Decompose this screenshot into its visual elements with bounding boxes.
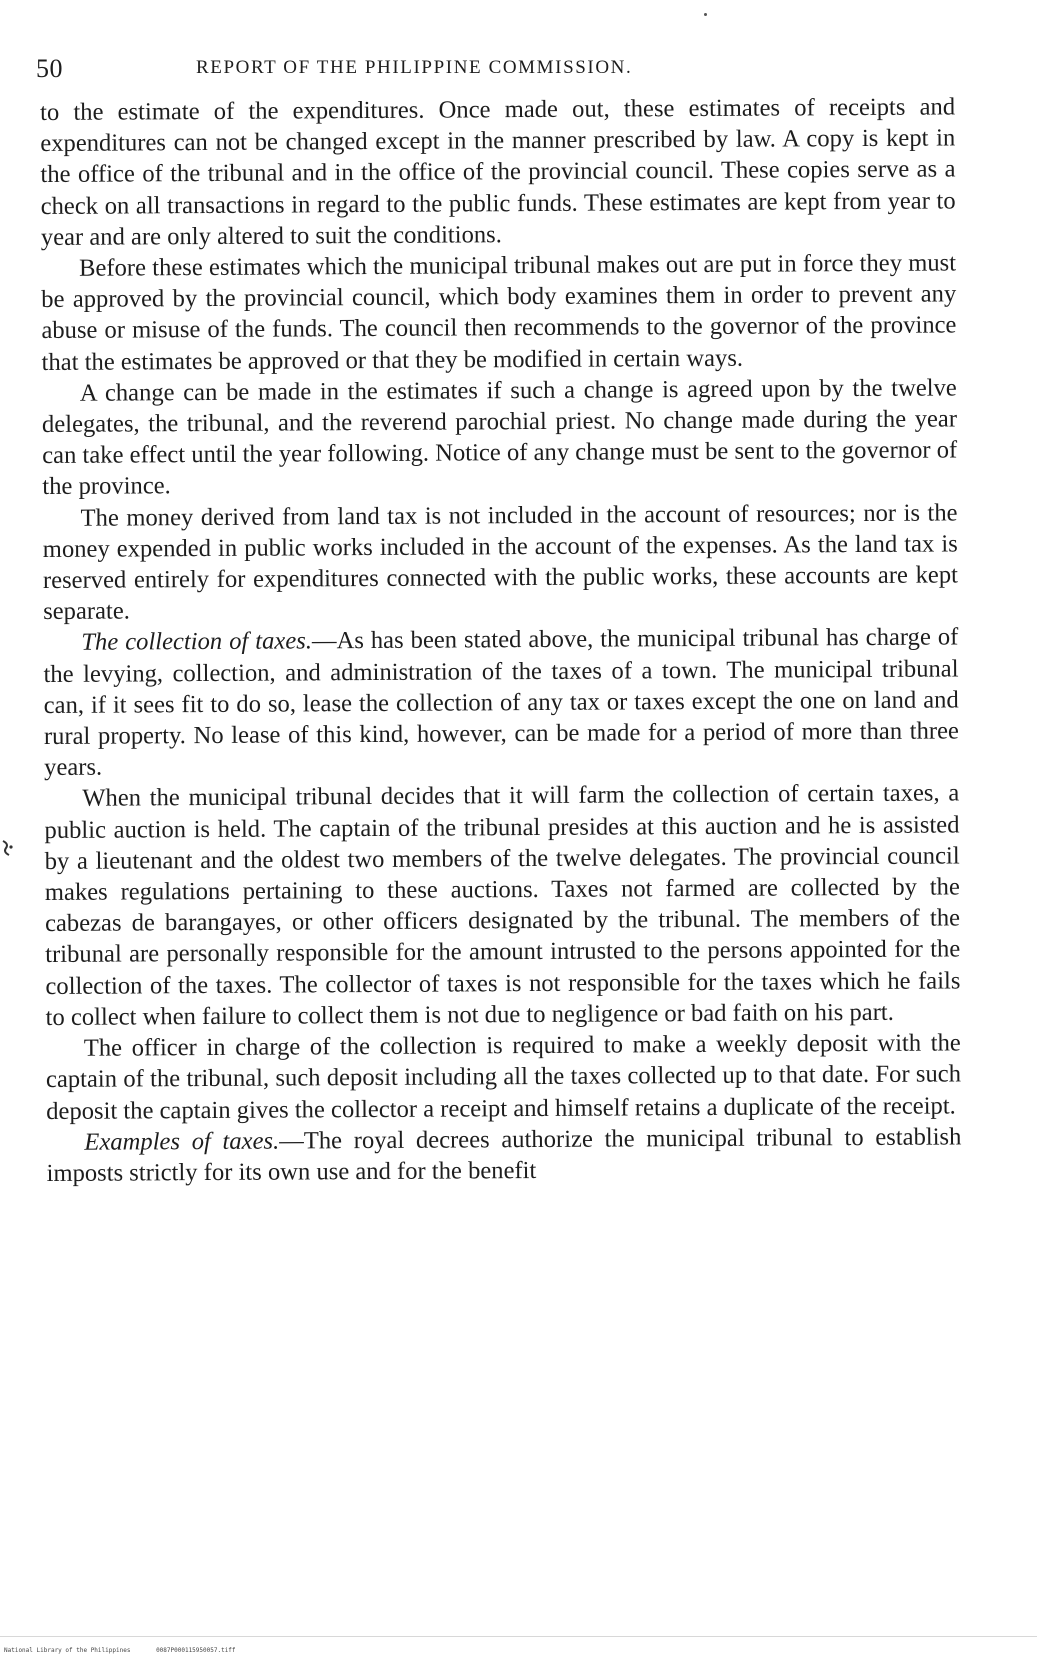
paragraph-1 <box>40 91 956 253</box>
paragraph-3 <box>42 372 958 502</box>
paragraph-5-text: —As has been stated above, the municipal tribunal has charge of the levying, collection, and administration of the taxes of a town. The municipal tribunal can, if it sees fit to do so, lease the collection of any tax or taxes except the one on land and rural property. No lease of this kind, however, can be made for a period of more than three years. <box>43 623 959 782</box>
paragraph-8-text: —The royal decrees authorize the municipal tribunal to establish imposts strictly for its own use and for the benefit <box>46 1123 962 1187</box>
paragraph-8 <box>46 1121 961 1189</box>
scan-speck <box>704 13 707 16</box>
section-heading-collection-of-taxes: The collection of taxes. <box>81 627 313 657</box>
running-head: REPORT OF THE PHILIPPINE COMMISSION. <box>196 57 633 78</box>
paragraph-3-text: A change can be made in the estimates if such a change is agreed upon by the twelve delegates, the tribunal, and the reverend parochial priest. No change made during the year can take effect until the year following. Notice of any change must be sent to the governor of the province. <box>41 374 958 501</box>
page-header <box>36 54 766 84</box>
paragraph-4-text: The money derived from land tax is not included in the account of resources; nor is the money expended in public works included in the account of the expenses. As the land tax is reserved entirely for expenditures connected with the public works, these accounts are kept separate. <box>42 499 959 626</box>
scan-footer <box>4 1647 258 1654</box>
scan-edge <box>0 1636 1037 1637</box>
footer-library: National Library of the Philippines <box>4 1647 131 1654</box>
paragraph-7-text: The officer in charge of the collection is required to make a weekly deposit with the captain of the tribunal, such deposit including all the taxes collected up to that date. For such deposit the captain gives the collector a receipt and himself retains a duplicate of the receipt. <box>45 1029 962 1125</box>
footer-file: 0087P000115950057.tiff <box>156 1647 236 1654</box>
body-text <box>40 91 962 1189</box>
paragraph-4 <box>42 497 958 627</box>
page-number: 50 <box>36 54 63 83</box>
paragraph-2-text: Before these estimates which the municipal tribunal makes out are put in force they must be approved by the provincial council, which body examines them in order to prevent any abuse or misuse of the funds. The council then recommends to the governor of the province that the estimates be approved or that they be modified in certain ways. <box>41 249 957 376</box>
paragraph-5 <box>43 622 959 784</box>
paragraph-7 <box>46 1027 962 1126</box>
paragraph-1-text: to the estimate of the expenditures. Once made out, these estimates of receipts and expenditures can not be changed except in the manner prescribed by law. A copy is kept in the office of the tribunal and in the office of the provincial council. These copies serve as a check on all transactions in regard to the public funds. These estimates are kept from year to year and are only altered to suit the conditions. <box>40 93 956 251</box>
section-heading-examples-of-taxes: Examples of taxes. <box>84 1127 280 1156</box>
paragraph-2 <box>41 247 957 377</box>
margin-ornament-icon <box>0 838 16 858</box>
paragraph-6-text: When the municipal tribunal decides that it will farm the collection of certain taxes, a public auction is held. The captain of the tribunal presides at this auction and he is assisted by a lieutenant and the oldest two members of the twelve delegates. The provincial council makes regulations pertaining to these auctions. Taxes not farmed are collected by the cabezas de barangayes, or other officers designated by the tribunal. The members of the tribunal are personally responsible for the amount intrusted to the persons appointed for the collection of the taxes. The collector of taxes is not responsible for the taxes which he fails to collect when failure to collect them is not due to negligence or bad faith on his part. <box>44 779 961 1031</box>
paragraph-6 <box>44 778 961 1033</box>
